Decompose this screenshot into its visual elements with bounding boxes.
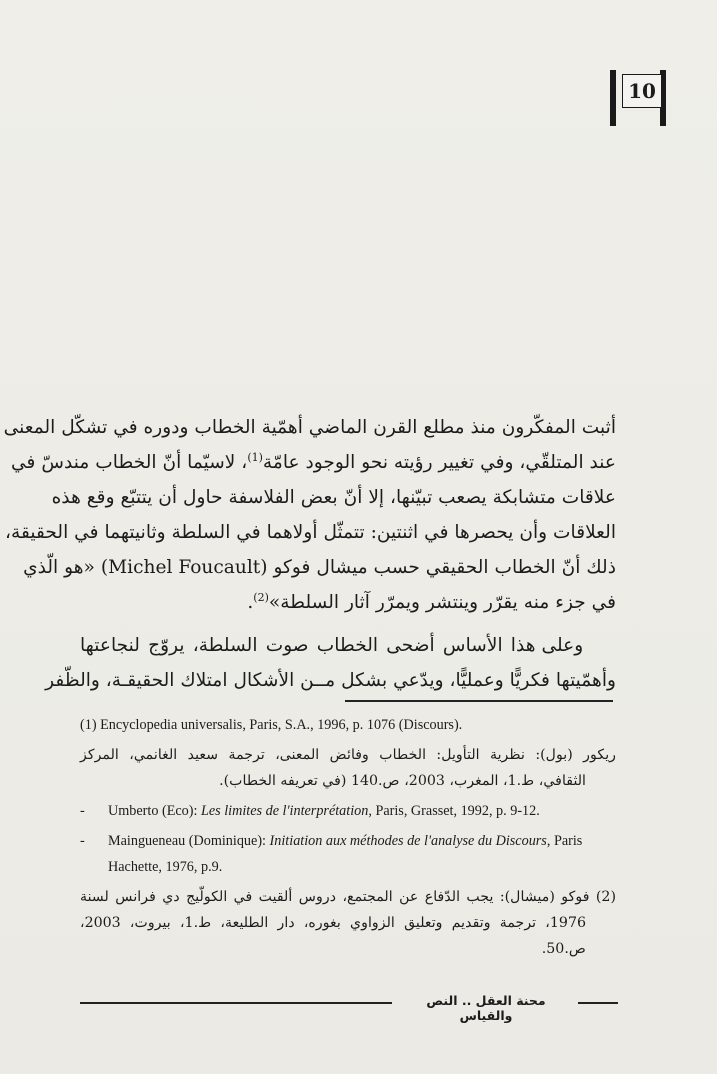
- footnote-1-line: [80, 712, 616, 738]
- footnote-ref-1[interactable]: (1): [247, 450, 263, 464]
- footer-dash: [578, 1002, 618, 1004]
- para2-line-2: وأهمّيتها فكريًّا وعمليًّا، ويدّعي بشكل مــن الأشكال امتلاك الحقيقـة، والظّفر: [45, 670, 616, 691]
- footnote-maingueneau-text: [108, 828, 616, 880]
- page-number-frame: [610, 70, 666, 126]
- para2-line-1: [80, 628, 616, 663]
- footnote-1-text: Encyclopedia universalis, Paris, S.A., 1996, p. 1076 (Discours).: [100, 717, 463, 733]
- para1-line-5: [23, 550, 616, 585]
- running-title: محنة العقل .. النص والقياس: [426, 993, 546, 1023]
- footnote-1-arabic-line-2: الثقافي، ط.1، المغرب، 2003، ص.140 (في تعريفه الخطاب).: [219, 773, 586, 789]
- para1-line-6a: في جزء منه يقرّر وينتشر ويمرّر آثار السلطة»: [268, 592, 616, 613]
- para1-line-5a: ذلك أنّ الخطاب الحقيقي حسب ميشال فوكو: [273, 557, 616, 578]
- footnote-maingueneau-author: Maingueneau (Dominique):: [108, 833, 270, 849]
- running-footer: [80, 993, 616, 1023]
- paragraph-1: [3, 410, 616, 620]
- foucault-name-latin: (Michel Foucault): [100, 557, 268, 578]
- footnote-eco-rest: , Paris, Grasset, 1992, p. 9-12.: [368, 803, 540, 819]
- body-text: [3, 410, 616, 698]
- para1-line-4: العلاقات وأن يحصرها في اثنتين: تتمثّل أولاهما في السلطة وثانيتهما في الحقيقة،: [5, 522, 616, 543]
- footnote-separator: [345, 700, 613, 702]
- footnote-maingueneau-rest: , Paris Hachette, 1976, p.9.: [108, 833, 583, 875]
- footnote-ref-2[interactable]: (2): [253, 590, 269, 604]
- footnote-2-line-1: (2) فوكو (ميشال): يجب الدّفاع عن المجتمع، دروس ألقيت في الكولّيج دي فرانس لسنة: [80, 889, 616, 905]
- footnote-1-arabic: [80, 742, 616, 794]
- footnote-eco-title: Les limites de l'interprétation: [200, 803, 369, 819]
- footnote-1-item-eco: [80, 798, 616, 824]
- footer-rule: [80, 1002, 392, 1004]
- para2-line-1-text: وعلى هذا الأساس أضحى الخطاب صوت السلطة، يروّج لنجاعتها: [80, 635, 584, 656]
- paragraph-2: [45, 628, 616, 698]
- para1-line-1: أثبت المفكّرون منذ مطلع القرن الماضي أهمّية الخطاب ودوره في تشكّل المعنى: [3, 417, 616, 438]
- footnote-1-label: (1): [80, 717, 97, 733]
- footnote-2-line-2: 1976، ترجمة وتقديم وتعليق الزواوي بغوره، دار الطليعة، ط.1، بيروت، 2003،: [80, 915, 586, 931]
- page-number: 10: [622, 74, 662, 108]
- para1-line-2a: عند المتلقّي، وفي تغيير رؤيته نحو الوجود عامّة: [262, 452, 616, 473]
- footnote-1-arabic-line-1: ريكور (بول): نظرية التأويل: الخطاب وفائض المعنى، ترجمة سعيد الغانمي، المركز: [80, 747, 616, 763]
- footnote-2: [80, 884, 616, 962]
- footnote-eco-text: [108, 798, 616, 824]
- para1-line-6: في جزء منه يقرّر وينتشر ويمرّر آثار السلطة»$^{(2)}$.: [247, 590, 616, 613]
- para1-line-3: علاقات متشابكة يصعب تبيّنها، إلا أنّ بعض الفلاسفة حاول أن يتتبّع وقع هذه: [51, 487, 616, 508]
- footnotes: [80, 712, 616, 962]
- list-dash: -: [80, 803, 85, 819]
- para1-line-2: [11, 445, 616, 480]
- footnote-maingueneau-title: Initiation aux méthodes de l'analyse du Discours: [269, 833, 547, 849]
- para1-line-2b: ، لاسيّما أنّ الخطاب مندسّ في: [11, 452, 248, 473]
- para1-line-5b: «هو الّذي: [23, 557, 95, 578]
- footnote-1-item-maingueneau: [80, 828, 616, 880]
- footnote-eco-author: Umberto (Eco):: [108, 803, 201, 819]
- footnote-2-line-3: ص.50.: [541, 941, 586, 957]
- page-number-left-bar: [610, 70, 616, 126]
- list-dash: -: [80, 833, 85, 849]
